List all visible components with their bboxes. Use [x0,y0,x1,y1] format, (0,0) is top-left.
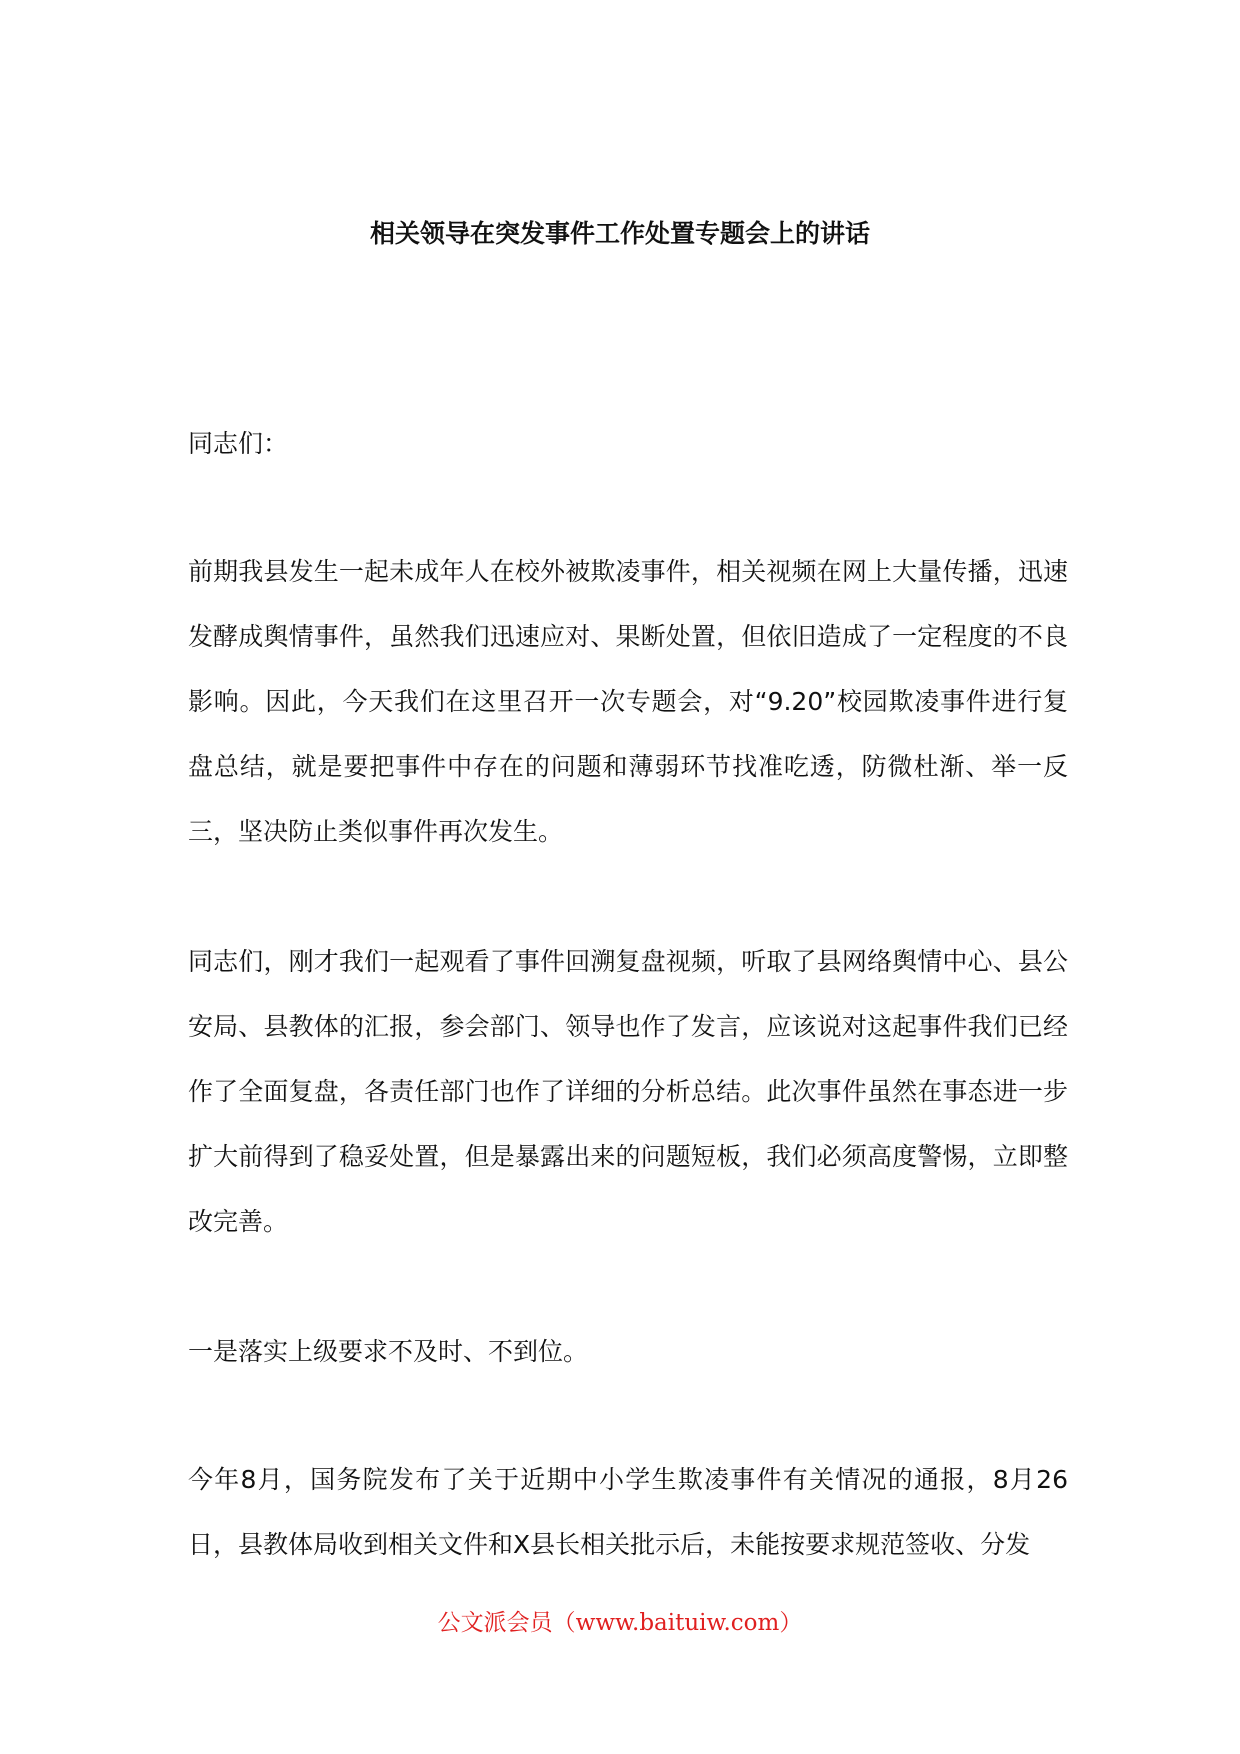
footer-url[interactable]: www.baituiw.com [575,1610,780,1636]
footer-brand: 公文派会员（ [437,1610,576,1636]
paragraph-3-heading: 一是落实上级要求不及时、不到位。 [188,1337,589,1366]
paragraph-2: 同志们，刚才我们一起观看了事件回溯复盘视频，听取了县网络舆情中心、县公安局、县教体的汇报，参会部门、领导也作了发言，应该说对这起事件我们已经作了全面复盘，各责任部门也作了详细的分析总结。此次事件虽然在事态进一步扩大前得到了稳妥处置，但是暴露出来的问题短板，我们必须高度警惕，立即整改完善。 [188,947,1068,1236]
document-title: 相关领导在突发事件工作处置专题会上的讲话 [369,219,870,248]
salutation: 同志们： [188,429,289,458]
paragraph-1: 前期我县发生一起未成年人在校外被欺凌事件，相关视频在网上大量传播，迅速发酵成舆情事件，虽然我们迅速应对、果断处置，但依旧造成了一定程度的不良影响。因此，今天我们在这里召开一次专题会，对“9.20”校园欺凌事件进行复盘总结，就是要把事件中存在的问题和薄弱环节找准吃透，防微杜渐、举一反三，坚决防止类似事件再次发生。 [188,557,1068,846]
footer-close: ） [779,1610,803,1636]
paragraph-4: 今年8月，国务院发布了关于近期中小学生欺凌事件有关情况的通报，8月26日，县教体局收到相关文件和X县长相关批示后，未能按要求规范签收、分发 [188,1465,1068,1559]
footer-watermark [0,1606,1240,1640]
